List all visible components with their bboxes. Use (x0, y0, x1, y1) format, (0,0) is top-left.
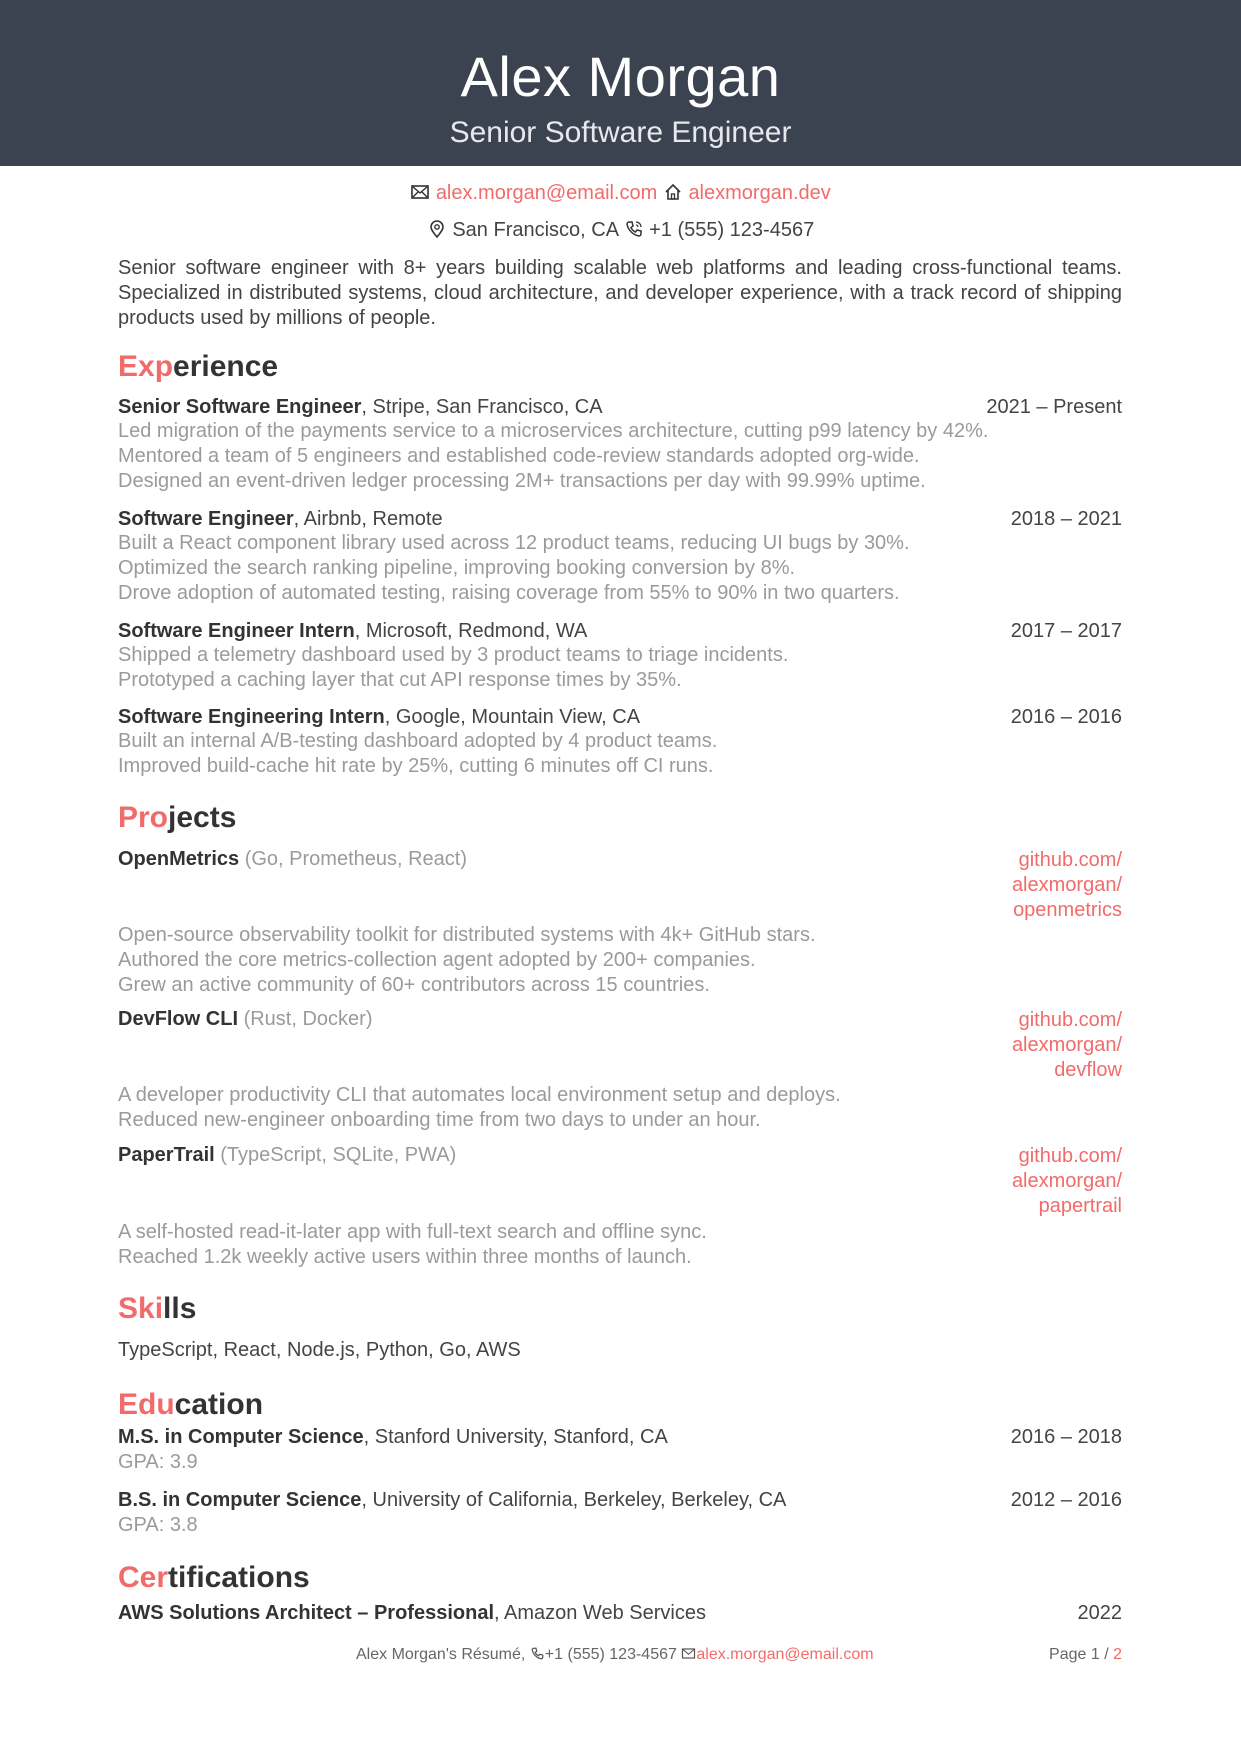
experience-entry-heading (118, 508, 1122, 531)
section-title-projects: Projects (118, 801, 237, 834)
education-entry-heading (118, 1426, 1122, 1449)
skills-list: TypeScript, React, Node.js, Python, Go, AWS (118, 1339, 521, 1361)
location-text: San Francisco, CA (452, 219, 618, 241)
footer-label: Alex Morgan's Résumé, (356, 1646, 526, 1663)
home-icon (663, 182, 683, 202)
job-bullet: Mentored a team of 5 engineers and established code-review standards adopted org-wide. (118, 445, 920, 467)
job-bullets (118, 419, 1122, 494)
experience-entry-heading (118, 706, 1122, 729)
email-link[interactable]: alex.morgan@email.com (435, 182, 658, 204)
gpa: GPA: 3.9 (118, 1451, 198, 1473)
job-bullet: Led migration of the payments service to a microservices architecture, cutting p99 latency by 42%. (118, 420, 989, 442)
job-bullets (118, 729, 1122, 779)
job-place: , Google, Mountain View, CA (384, 706, 641, 728)
job-role: Senior Software Engineer (118, 396, 362, 418)
job-dates: 2018 – 2021 (1010, 508, 1122, 530)
project-bullet: Authored the core metrics-collection agent adopted by 200+ companies. (118, 949, 756, 971)
project-name: DevFlow CLI (118, 1008, 239, 1030)
phone-icon (624, 219, 644, 239)
project-bullets (118, 923, 1122, 998)
certification-name: AWS Solutions Architect – Professional (118, 1602, 494, 1624)
website-link[interactable]: alexmorgan.dev (688, 182, 831, 204)
project-tech: (Go, Prometheus, React) (239, 848, 468, 870)
project-link[interactable]: github.com/ alexmorgan/ devflow (1011, 1009, 1122, 1081)
summary-paragraph: Senior software engineer with 8+ years building scalable web platforms and leading cross-functional teams. Specialized in distributed systems, cloud architecture, and developer experience, with a track record of shipping products used by millions of people. (118, 257, 1122, 329)
job-bullet: Optimized the search ranking pipeline, improving booking conversion by 8%. (118, 557, 796, 579)
phone-text: +1 (555) 123-4567 (649, 219, 815, 241)
job-bullet: Designed an event-driven ledger processing 2M+ transactions per day with 99.99% uptime. (118, 470, 926, 492)
job-dates: 2021 – Present (986, 396, 1122, 418)
job-bullet: Improved build-cache hit rate by 25%, cutting 6 minutes off CI runs. (118, 755, 714, 777)
footer-contact (356, 1646, 874, 1664)
location-pin-icon (427, 219, 447, 239)
envelope-icon (681, 1646, 696, 1663)
experience-entry-heading (118, 620, 1122, 643)
candidate-title: Senior Software Engineer (449, 116, 792, 149)
project-name: OpenMetrics (118, 848, 240, 870)
project-tech: (Rust, Docker) (238, 1008, 373, 1030)
degree: B.S. in Computer Science (118, 1489, 362, 1511)
school: , Stanford University, Stanford, CA (363, 1426, 668, 1448)
gpa: GPA: 3.8 (118, 1514, 198, 1536)
job-place: , Airbnb, Remote (293, 508, 443, 530)
job-place: , Stripe, San Francisco, CA (361, 396, 603, 418)
job-bullet: Shipped a telemetry dashboard used by 3 product teams to triage incidents. (118, 644, 789, 666)
project-link[interactable]: github.com/ alexmorgan/ openmetrics (1011, 849, 1122, 921)
page-total-link[interactable]: 2 (1113, 1646, 1122, 1663)
contact-line-location (0, 219, 1241, 242)
section-title-certifications: Certifications (118, 1561, 310, 1594)
section-title-experience: Experience (118, 350, 279, 383)
footer-phone: +1 (555) 123-4567 (544, 1646, 677, 1663)
project-bullet: Reached 1.2k weekly active users within three months of launch. (118, 1246, 692, 1268)
job-bullets (118, 643, 1122, 693)
education-entry-heading (118, 1489, 1122, 1512)
job-role: Software Engineer (118, 508, 294, 530)
contact-line-online (0, 182, 1241, 205)
job-dates: 2016 – 2016 (1010, 706, 1122, 728)
education-dates: 2012 – 2016 (1010, 1489, 1122, 1511)
project-bullet: A developer productivity CLI that automates local environment setup and deploys. (118, 1084, 841, 1106)
job-bullets (118, 531, 1122, 606)
job-bullet: Built a React component library used across 12 product teams, reducing UI bugs by 30%. (118, 532, 910, 554)
job-role: Software Engineer Intern (118, 620, 355, 642)
resume-header (0, 0, 1241, 166)
page-number: Page 1 / 2 (1049, 1646, 1122, 1663)
section-title-education: Education (118, 1388, 264, 1421)
candidate-name: Alex Morgan (460, 45, 781, 108)
project-link[interactable]: github.com/ alexmorgan/ papertrail (1011, 1145, 1122, 1217)
project-bullet: A self-hosted read-it-later app with full-text search and offline sync. (118, 1221, 707, 1243)
phone-icon (530, 1646, 545, 1663)
education-dates: 2016 – 2018 (1010, 1426, 1122, 1448)
project-tech: (TypeScript, SQLite, PWA) (214, 1144, 457, 1166)
degree: M.S. in Computer Science (118, 1426, 364, 1448)
experience-entry-heading (118, 396, 1122, 419)
job-place: , Microsoft, Redmond, WA (354, 620, 588, 642)
project-bullet: Open-source observability toolkit for distributed systems with 4k+ GitHub stars. (118, 924, 816, 946)
school: , University of California, Berkeley, Berkeley, CA (361, 1489, 787, 1511)
footer-email-link[interactable]: alex.morgan@email.com (696, 1646, 874, 1663)
project-bullet: Grew an active community of 60+ contributors across 15 countries. (118, 974, 710, 996)
job-bullet: Prototyped a caching layer that cut API response times by 35%. (118, 669, 682, 691)
project-bullet: Reduced new-engineer onboarding time from two days to under an hour. (118, 1109, 761, 1131)
project-bullets (118, 1220, 1122, 1270)
job-bullet: Drove adoption of automated testing, raising coverage from 55% to 90% in two quarters. (118, 582, 900, 604)
job-role: Software Engineering Intern (118, 706, 385, 728)
envelope-icon (410, 182, 430, 202)
section-title-skills: Skills (118, 1292, 197, 1325)
job-dates: 2017 – 2017 (1010, 620, 1122, 642)
certification-heading (118, 1602, 1122, 1625)
job-bullet: Built an internal A/B-testing dashboard adopted by 4 product teams. (118, 730, 718, 752)
certification-year: 2022 (1077, 1602, 1122, 1624)
certification-issuer: , Amazon Web Services (494, 1602, 706, 1624)
project-name: PaperTrail (118, 1144, 215, 1166)
project-bullets (118, 1083, 1122, 1133)
